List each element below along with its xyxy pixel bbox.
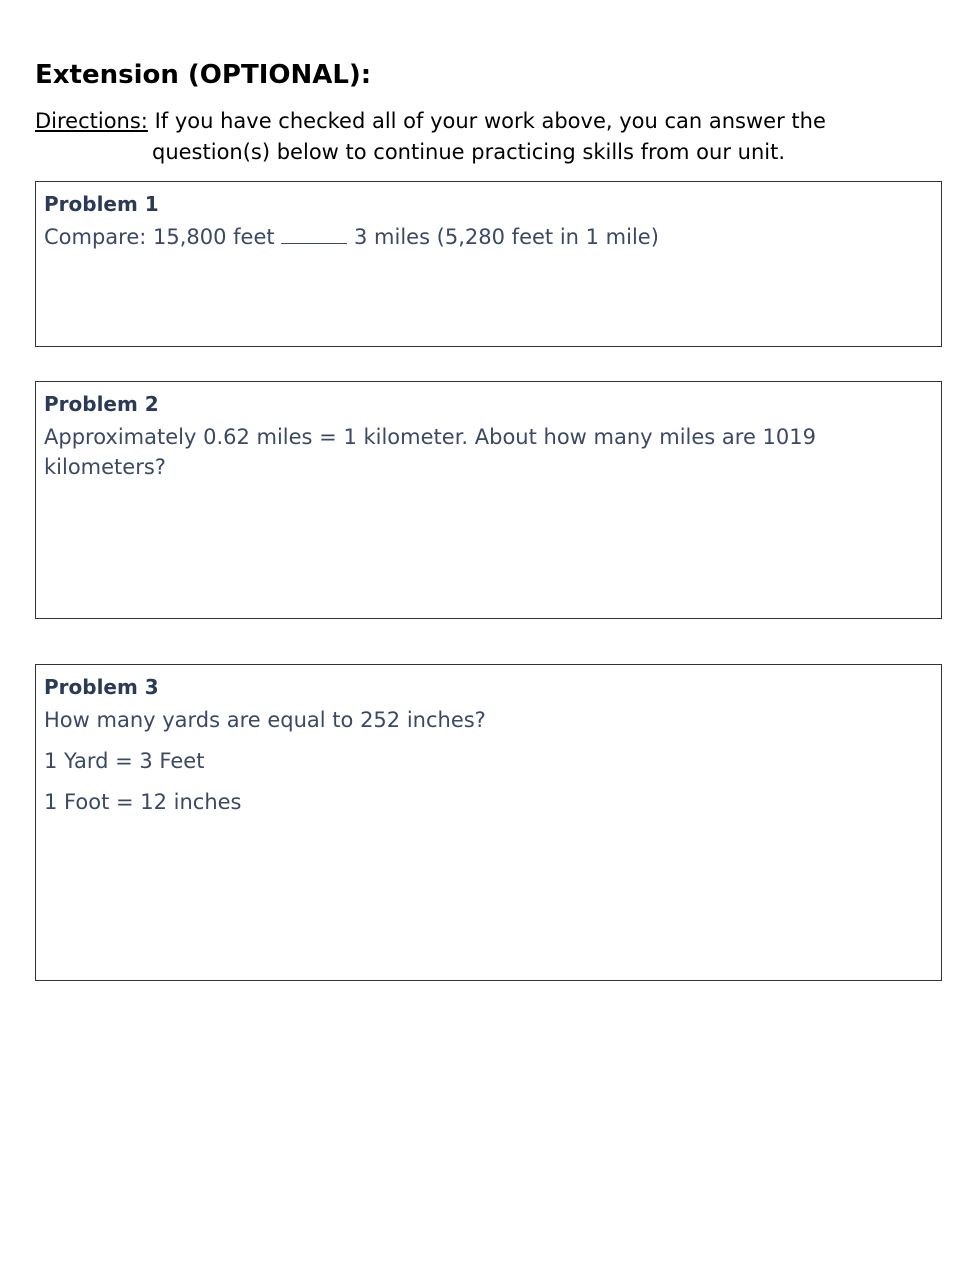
- problem-1-box: [35, 181, 942, 347]
- problem-1-heading: Problem 1: [44, 192, 159, 216]
- problem-3-line: 1 Yard = 3 Feet: [44, 749, 205, 773]
- problem-2-box: [35, 381, 942, 619]
- page-title: Extension (OPTIONAL):: [35, 60, 372, 90]
- answer-blank: [281, 223, 347, 244]
- problem-1-text: [44, 222, 933, 252]
- directions-text-2: question(s) below to continue practicing skills from our unit.: [152, 140, 785, 164]
- problem-3-box: [35, 664, 942, 981]
- directions-label: Directions:: [35, 109, 148, 133]
- problem-1-text-before: Compare: 15,800 feet: [44, 225, 282, 249]
- problem-3-line: 1 Foot = 12 inches: [44, 790, 242, 814]
- problem-2-heading: Problem 2: [44, 392, 159, 416]
- problem-3-line: How many yards are equal to 252 inches?: [44, 708, 486, 732]
- directions: [35, 106, 945, 168]
- directions-line-1: [35, 106, 945, 137]
- problem-3-heading: Problem 3: [44, 675, 159, 699]
- problem-3-lines: [44, 705, 933, 817]
- problem-2-text: Approximately 0.62 miles = 1 kilometer. About how many miles are 1019 kilometers?: [44, 425, 816, 479]
- problem-1-text-after: 3 miles (5,280 feet in 1 mile): [347, 225, 659, 249]
- directions-text-1: If you have checked all of your work above, you can answer the: [147, 109, 826, 133]
